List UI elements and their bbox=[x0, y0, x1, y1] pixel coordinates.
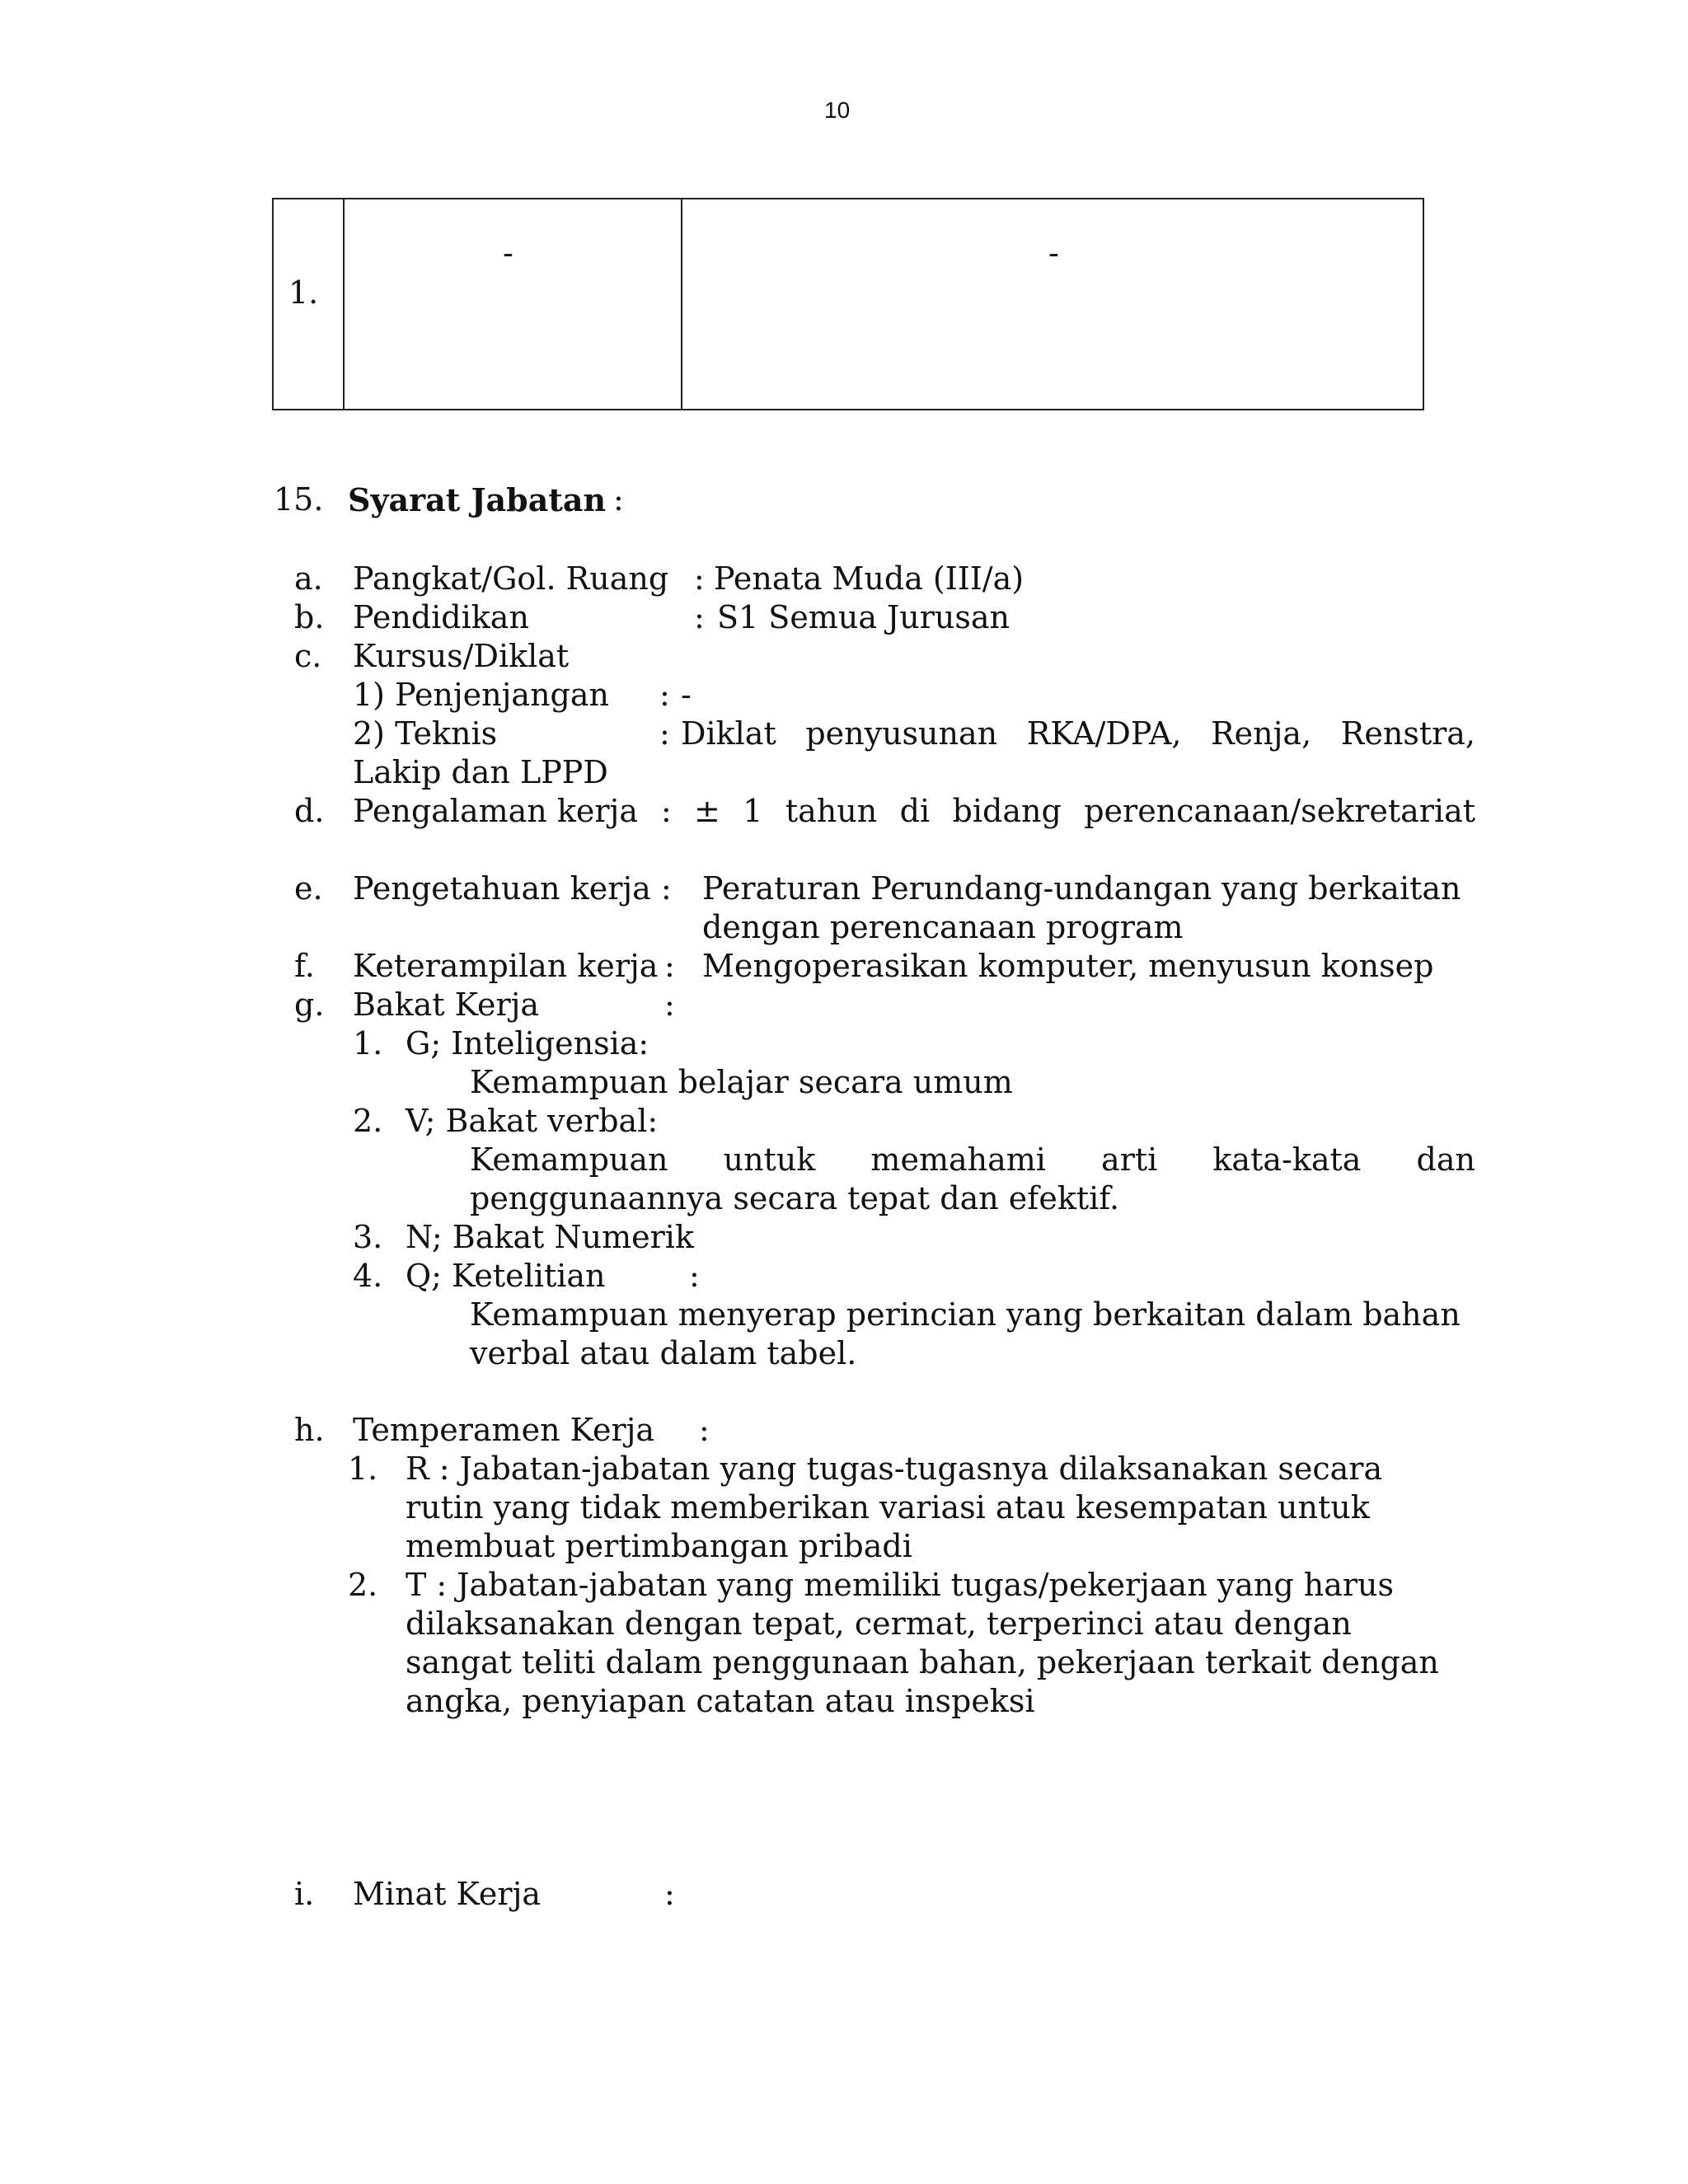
aptitude-title: Q; Ketelitian bbox=[406, 1258, 606, 1294]
table-row-number: 1. bbox=[288, 274, 319, 311]
item-letter: h. bbox=[294, 1412, 325, 1448]
temperament-text: R : Jabatan-jabatan yang tugas-tugasnya dilaksanakan secara bbox=[406, 1451, 1383, 1487]
item-letter: b. bbox=[294, 599, 325, 635]
list-number: 2. bbox=[348, 1567, 378, 1603]
item-separator: : bbox=[664, 948, 675, 984]
item-label: Keterampilan kerja bbox=[353, 948, 659, 984]
aptitude-title: N; Bakat Numerik bbox=[406, 1219, 694, 1255]
item-value: S1 Semua Jurusan bbox=[717, 599, 1010, 635]
sub-value: Diklat penyusunan RKA/DPA, Renja, Renstra, bbox=[681, 715, 1475, 752]
item-letter: g. bbox=[294, 987, 325, 1023]
item-separator: : bbox=[694, 599, 705, 635]
item-label: Pengetahuan kerja bbox=[353, 870, 651, 907]
item-letter: c. bbox=[294, 638, 322, 674]
temperament-text: membuat pertimbangan pribadi bbox=[406, 1528, 912, 1564]
item-separator: : bbox=[699, 1412, 710, 1448]
item-letter: e. bbox=[294, 870, 323, 907]
item-value-continuation: dengan perencanaan program bbox=[702, 909, 1184, 945]
list-number: 3. bbox=[353, 1219, 383, 1255]
temperament-text: sangat teliti dalam penggunaan bahan, pekerjaan terkait dengan bbox=[406, 1644, 1439, 1680]
item-value: Mengoperasikan komputer, menyusun konsep bbox=[702, 948, 1434, 984]
temperament-text: T : Jabatan-jabatan yang memiliki tugas/pekerjaan yang harus bbox=[406, 1567, 1395, 1603]
temperament-text: dilaksanakan dengan tepat, cermat, terperinci atau dengan bbox=[406, 1605, 1352, 1642]
aptitude-title: V; Bakat verbal: bbox=[406, 1103, 659, 1139]
item-separator: : bbox=[664, 1876, 675, 1912]
aptitude-title: G; Inteligensia: bbox=[406, 1025, 649, 1062]
item-label: Pangkat/Gol. Ruang bbox=[353, 560, 669, 597]
item-label: Pengalaman kerja bbox=[353, 793, 638, 829]
aptitude-separator: : bbox=[689, 1258, 700, 1294]
section-title: Syarat Jabatan bbox=[348, 481, 607, 518]
item-separator: : bbox=[664, 987, 675, 1023]
aptitude-description: Kemampuan untuk memahami arti kata-kata dan bbox=[470, 1141, 1475, 1178]
table-divider bbox=[343, 199, 345, 409]
aptitude-description-continuation: verbal atau dalam tabel. bbox=[470, 1335, 857, 1371]
table-divider bbox=[681, 199, 682, 409]
list-number: 1. bbox=[353, 1025, 383, 1062]
item-label: Minat Kerja bbox=[353, 1876, 541, 1912]
section-colon: : bbox=[613, 481, 624, 518]
section-number: 15. bbox=[274, 481, 324, 518]
job-table bbox=[272, 198, 1424, 410]
table-cell-a: - bbox=[503, 235, 513, 271]
page-number: 10 bbox=[824, 97, 851, 123]
item-label: Kursus/Diklat bbox=[353, 638, 570, 674]
item-separator: : bbox=[694, 560, 705, 597]
sub-value: - bbox=[681, 677, 692, 713]
item-separator: : bbox=[661, 870, 672, 907]
item-value: Penata Muda (III/a) bbox=[714, 560, 1025, 597]
item-value: Peraturan Perundang-undangan yang berkaitan bbox=[702, 870, 1461, 907]
list-number: 1. bbox=[348, 1451, 378, 1487]
sub-label: 1) Penjenjangan bbox=[353, 677, 610, 713]
sub-separator: : bbox=[659, 715, 670, 752]
aptitude-description: Kemampuan menyerap perincian yang berkaitan dalam bahan bbox=[470, 1296, 1461, 1333]
temperament-text: rutin yang tidak memberikan variasi atau kesempatan untuk bbox=[406, 1489, 1370, 1526]
list-number: 4. bbox=[353, 1258, 383, 1294]
aptitude-description-continuation: penggunaannya secara tepat dan efektif. bbox=[470, 1180, 1120, 1216]
item-label: Bakat Kerja bbox=[353, 987, 540, 1023]
item-letter: f. bbox=[294, 948, 315, 984]
item-label: Temperamen Kerja bbox=[353, 1412, 655, 1448]
sub-label: 2) Teknis bbox=[353, 715, 498, 752]
item-separator: : bbox=[661, 793, 672, 829]
item-letter: d. bbox=[294, 793, 325, 829]
table-cell-b: - bbox=[1048, 235, 1059, 271]
item-value: ± 1 tahun di bidang perencanaan/sekretariat bbox=[694, 793, 1475, 829]
sub-separator: : bbox=[659, 677, 670, 713]
temperament-text: angka, penyiapan catatan atau inspeksi bbox=[406, 1683, 1035, 1719]
list-number: 2. bbox=[353, 1103, 383, 1139]
item-letter: i. bbox=[294, 1876, 315, 1912]
aptitude-description: Kemampuan belajar secara umum bbox=[470, 1064, 1013, 1100]
sub-value-continuation: Lakip dan LPPD bbox=[353, 754, 608, 790]
item-label: Pendidikan bbox=[353, 599, 529, 635]
item-letter: a. bbox=[294, 560, 323, 597]
